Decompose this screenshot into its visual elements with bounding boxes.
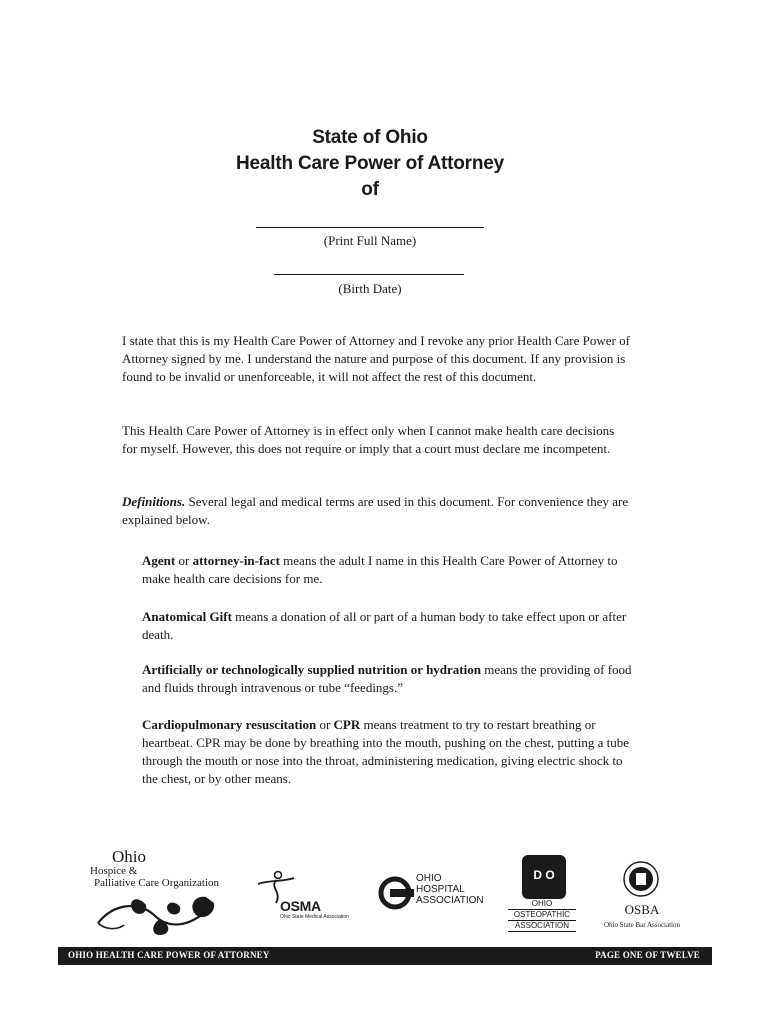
definition-agent [142,552,632,588]
anatomical-text: means a donation of all or part of a human body to take effect upon or after death. [142,609,627,642]
ooa-logo [508,855,578,935]
definitions-intro [122,493,632,529]
name-signature-line [256,227,484,228]
title-of: of [361,179,379,200]
ooa-line2: OSTEOPATHIC [508,909,576,920]
ooa-line1: OHIO [531,899,553,908]
agent-term: Agent [142,553,176,568]
osma-full: Ohio State Medical Association [280,914,349,920]
osba-logo [596,860,688,934]
ooa-badge-text: D O [533,868,555,882]
name-caption: (Print Full Name) [323,233,417,248]
footer-bar [58,947,712,965]
ohpco-line2: Palliative Care Organization [94,877,220,889]
ooa-badge-icon [522,855,566,899]
definitions-heading: Definitions. [122,494,186,509]
footer-page-number: PAGE ONE OF TWELVE [595,950,700,960]
oha-logo [378,874,488,912]
osba-seal-icon [622,860,660,898]
ooa-line3: ASSOCIATION [508,920,576,932]
definitions-intro-text: Several legal and medical terms are used in this document. For convenience they are explained below. [122,494,629,527]
osba-full: Ohio State Bar Association [603,921,681,929]
attorney-in-fact-term: attorney-in-fact [192,553,280,568]
nutrition-term: Artificially or technologically supplied nutrition or hydration [142,662,481,677]
intro-paragraph-1: I state that this is my Health Care Power of Attorney and I revoke any prior Health Care Power of Attorney signed by me. I understand the nature and purpose of this document. If any provision is found to be invalid or unenforceable, it will not affect the rest of this document. [122,333,630,384]
definition-nutrition [142,661,632,697]
vine-leaf-icon [94,893,220,939]
title-document: Health Care Power of Attorney [236,153,504,174]
nutrition-text: means the providing of food and fluids through intravenous or tube “feedings.” [142,662,632,695]
cpr-text: means treatment to try to restart breathing or heartbeat. CPR may be done by breathing into the mouth, pushing on the chest, putting a tube through the mouth or nose into the throat, administering medication, giving electric shock to the chest, or by other means. [142,717,630,786]
anatomical-term: Anatomical Gift [142,609,232,624]
ohpco-line1: Hospice & [90,865,138,877]
oha-line2: HOSPITAL [416,884,465,895]
intro-paragraph-2: This Health Care Power of Attorney is in effect only when I cannot make health care decisions for myself. However, this does not require or imply that a court must declare me incompetent. [122,423,615,456]
osma-abbr: OSMA [280,898,321,914]
definition-anatomical-gift [142,608,632,644]
osba-abbr: OSBA [624,902,660,917]
osma-logo [252,870,352,922]
oha-line1: OHIO [416,873,442,884]
birth-caption: (Birth Date) [338,281,402,296]
title-state: State of Ohio [312,127,428,148]
cpr-abbr-term: CPR [333,717,361,732]
agent-connector: or [175,553,193,568]
oha-o-icon [378,876,414,910]
footer-document-title: OHIO HEALTH CARE POWER OF ATTORNEY [68,950,270,960]
definition-cpr [142,716,632,788]
oha-line3: ASSOCIATION [416,895,484,906]
ohpco-ohio: Ohio [112,847,146,866]
agent-text: means the adult I name in this Health Care Power of Attorney to make health care decisions for me. [142,553,618,586]
ohpco-logo [90,845,220,940]
cpr-connector: or [316,717,334,732]
cpr-term: Cardiopulmonary resuscitation [142,717,317,732]
birth-date-line [274,274,464,275]
